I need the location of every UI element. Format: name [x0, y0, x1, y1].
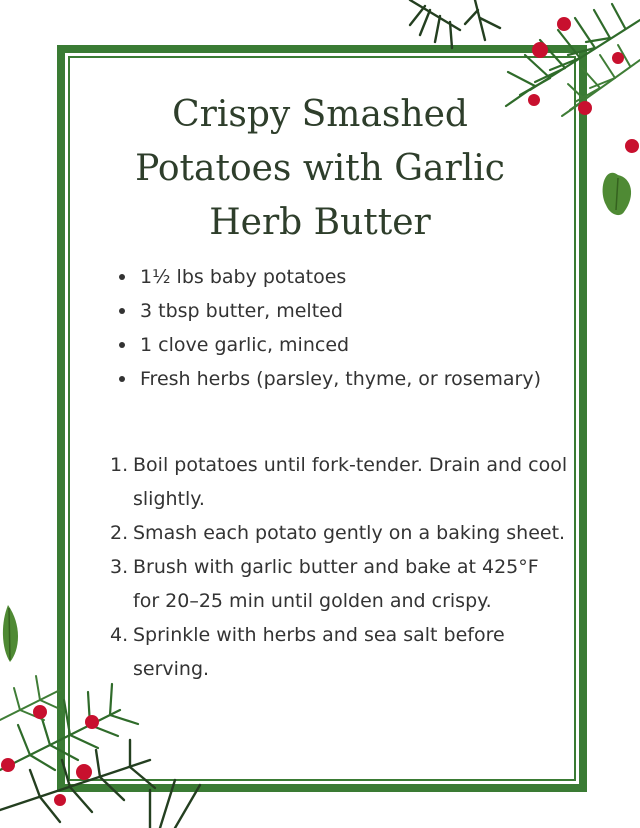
instruction-step	[110, 550, 570, 618]
bullet-icon	[119, 308, 125, 314]
ingredient-text: Fresh herbs (parsley, thyme, or rosemary)	[140, 368, 541, 390]
instruction-step	[110, 618, 570, 686]
step-number: 4.	[110, 624, 129, 646]
instruction-step	[110, 516, 570, 550]
step-number: 1.	[110, 454, 129, 476]
ingredient-item	[118, 364, 558, 398]
step-number: 2.	[110, 522, 129, 544]
ingredient-text: 1 clove garlic, minced	[140, 334, 350, 356]
ingredient-item	[118, 262, 558, 296]
bullet-icon	[119, 274, 125, 280]
step-text: Brush with garlic butter and bake at 425°F for 20–25 min until golden and crispy.	[133, 556, 539, 612]
step-number: 3.	[110, 556, 129, 578]
ingredients-list	[118, 262, 558, 398]
ingredient-text: 1½ lbs baby potatoes	[140, 266, 347, 288]
bullet-icon	[119, 342, 125, 348]
step-text: Smash each potato gently on a baking sheet.	[133, 522, 566, 544]
step-text: Sprinkle with herbs and sea salt before serving.	[133, 624, 505, 680]
instruction-step	[110, 448, 570, 516]
instructions-list	[110, 448, 570, 686]
bullet-icon	[119, 376, 125, 382]
step-text: Boil potatoes until fork-tender. Drain and cool slightly.	[133, 454, 568, 510]
ingredient-item	[118, 296, 558, 330]
ingredient-item	[118, 330, 558, 364]
ingredient-text: 3 tbsp butter, melted	[140, 300, 343, 322]
recipe-title: Crispy Smashed Potatoes with Garlic Herb Butter	[135, 94, 505, 243]
